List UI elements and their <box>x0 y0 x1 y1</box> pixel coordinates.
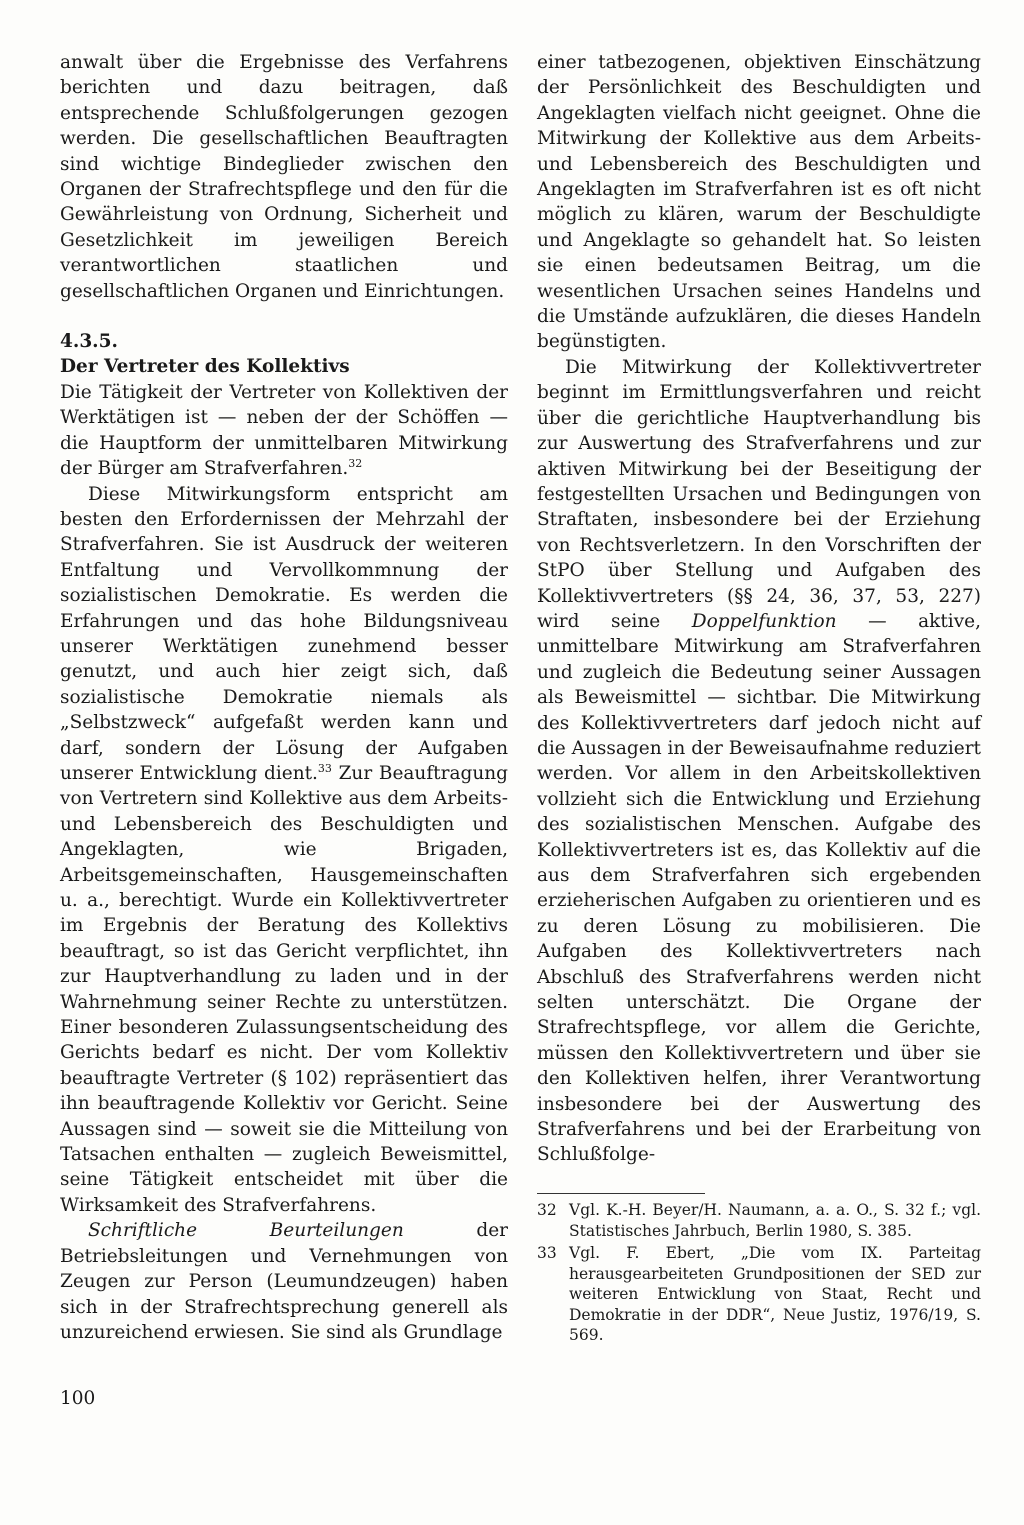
right-column <box>537 50 981 1168</box>
footnote-number: 32 <box>537 1201 557 1219</box>
paragraph-participation-stages <box>537 355 981 1168</box>
footnote-33 <box>537 1243 981 1346</box>
paragraph-written-assessments <box>60 1218 508 1345</box>
paragraph-collective-representative <box>60 380 508 482</box>
paragraph-text: — aktive, unmittelbare Mitwirkung am Strafverfahren und zugleich die Bedeutung seiner Aussagen als Beweismittel — sichtbar. Die Mitwirkung des Kollektivvertreters darf jedoch nicht auf die Aussagen in der Beweisaufnahme reduziert werden. Vor allem in den Arbeitskollektiven vollzieht sich die Entwicklung und Erziehung des sozialistischen Menschen. Aufgabe des Kollektivvertreters ist es, das Kollektiv auf die aus dem Strafverfahren sich ergebenden erzieherischen Aufgaben zu orientieren und es zu deren Lösung zu mobilisieren. Die Aufgaben des Kollektivvertreters nach Abschluß des Strafverfahrens werden nicht selten unterschätzt. Die Organe der Strafrechtspflege, vor allem die Gerichte, müssen den Kollektivvertretern und über sie den Kollektiven helfen, ihrer Verantwortung insbesondere bei der Auswertung des Strafverfahrens und bei der Erarbeitung von Schlußfolge- <box>537 610 981 1166</box>
paragraph-participation-form <box>60 482 508 1219</box>
paragraph-text: Die Mitwirkung der Kollektivvertreter beginnt im Ermittlungsverfahren und reicht über die gerichtliche Hauptverhandlung bis zur Auswertung des Strafverfahrens und zur aktiven Mitwirkung bei der Beseitigung der festgestellten Ursachen und Bedingungen von Straftaten, insbesondere bei der Erziehung von Rechtsverletzern. In den Vorschriften der StPO über Stellung und Aufgaben des Kollektivvertreters (§§ 24, 36, 37, 53, 227) wird seine <box>537 356 981 632</box>
footnote-text: Vgl. K.-H. Beyer/H. Naumann, a. a. O., S. 32 f.; vgl. Statistisches Jahrbuch, Berlin 1980, S. 385. <box>569 1201 981 1240</box>
page-number: 100 <box>60 1388 96 1409</box>
footnotes <box>537 1200 981 1348</box>
paragraph-text: der Betriebsleitungen und Vernehmungen von Zeugen zur Person (Leumundzeugen) haben sich in der Strafrechtsprechung generell als unzureichend erwiesen. Sie sind als Grundlage <box>60 1220 508 1343</box>
paragraph-continuation: einer tatbezogenen, objektiven Einschätzung der Persönlichkeit des Beschuldigten und Angeklagten vielfach nicht geeignet. Ohne die Mitwirkung der Kollektive aus dem Arbeits- und Lebensbereich des Beschuldigten und Angeklagten im Strafverfahren ist es oft nicht möglich zu klären, warum der Beschuldigte und Angeklagte so gehandelt hat. So leisten sie einen bedeutsamen Beitrag, um die wesentlichen Ursachen seines Handelns und die Umstände aufzuklären, die dieses Handeln begünstigten. <box>537 52 981 353</box>
paragraph-text: Zur Beauftragung von Vertretern sind Kollektive aus dem Arbeits- und Lebensbereich des Beschuldigten und Angeklagten, wie Brigaden, Arbeitsgemeinschaften, Hausgemeinschaften u. a., berechtigt. Wurde ein Kollektivvertreter im Ergebnis der Beratung des Kollektivs beauftragt, so ist das Gericht verpflichtet, ihn zur Hauptverhandlung zu laden und in der Wahrnehmung seiner Rechte zu unterstützen. Einer besonderen Zulassungsentscheidung des Gerichts bedarf es nicht. Der vom Kollektiv beauftragte Vertreter (§ 102) repräsentiert das ihn beauftragende Kollektiv vor Gericht. Seine Aussagen sind — soweit sie die Mitteilung von Tatsachen enthalten — zugleich Beweismittel, seine Tätigkeit entscheidet mit über die Wirksamkeit des Strafverfahrens. <box>60 762 508 1216</box>
footnote-number: 33 <box>537 1244 557 1262</box>
footnote-32 <box>537 1200 981 1241</box>
emphasis-text: Doppelfunktion <box>691 610 837 632</box>
footnote-text: Vgl. F. Ebert, „Die vom IX. Parteitag herausgearbeiteten Grundpositionen der SED zur weiteren Entwicklung von Staat, Recht und Demokratie in der DDR“, Neue Justiz, 1976/19, S. 569. <box>569 1244 981 1344</box>
footnote-ref-33: 33 <box>317 761 332 775</box>
paragraph-text: Die Tätigkeit der Vertreter von Kollektiven der Werktätigen ist — neben der der Schöffen — die Hauptform der unmittelbaren Mitwirkung der Bürger am Strafverfahren. <box>60 381 508 480</box>
section-number: 4.3.5. <box>60 331 118 353</box>
section-title: Der Vertreter des Kollektivs <box>60 356 350 378</box>
emphasis-text: Schriftliche Beurteilungen <box>88 1220 404 1242</box>
footnote-ref-32: 32 <box>348 456 363 470</box>
paragraph-text: Diese Mitwirkungsform entspricht am besten den Erfordernissen der Mehrzahl der Strafverfahren. Sie ist Ausdruck der weiteren Entfaltung und Vervollkommnung der sozialistischen Demokratie. Es werden die Erfahrungen und das hohe Bildungsniveau unserer Werktätigen zunehmend besser genutzt, und auch hier zeigt sich, daß sozialistische Demokratie niemals als „Selbstzweck“ aufgefaßt werden kann und darf, sondern der Lösung der Aufgaben unserer Entwicklung dient. <box>60 483 508 784</box>
left-column <box>60 50 508 1345</box>
footnote-divider <box>537 1193 705 1194</box>
paragraph-continuation: anwalt über die Ergebnisse des Verfahrens berichten und dazu beitragen, daß entsprechende Schlußfolgerungen gezogen werden. Die gesellschaftlichen Beauftragten sind wichtige Bindeglieder zwischen den Organen der Strafrechtspflege und den für die Gewährleistung von Ordnung, Sicherheit und Gesetzlichkeit im jeweiligen Bereich verantwortlichen staatlichen und gesellschaftlichen Organen und Einrichtungen. <box>60 52 508 302</box>
